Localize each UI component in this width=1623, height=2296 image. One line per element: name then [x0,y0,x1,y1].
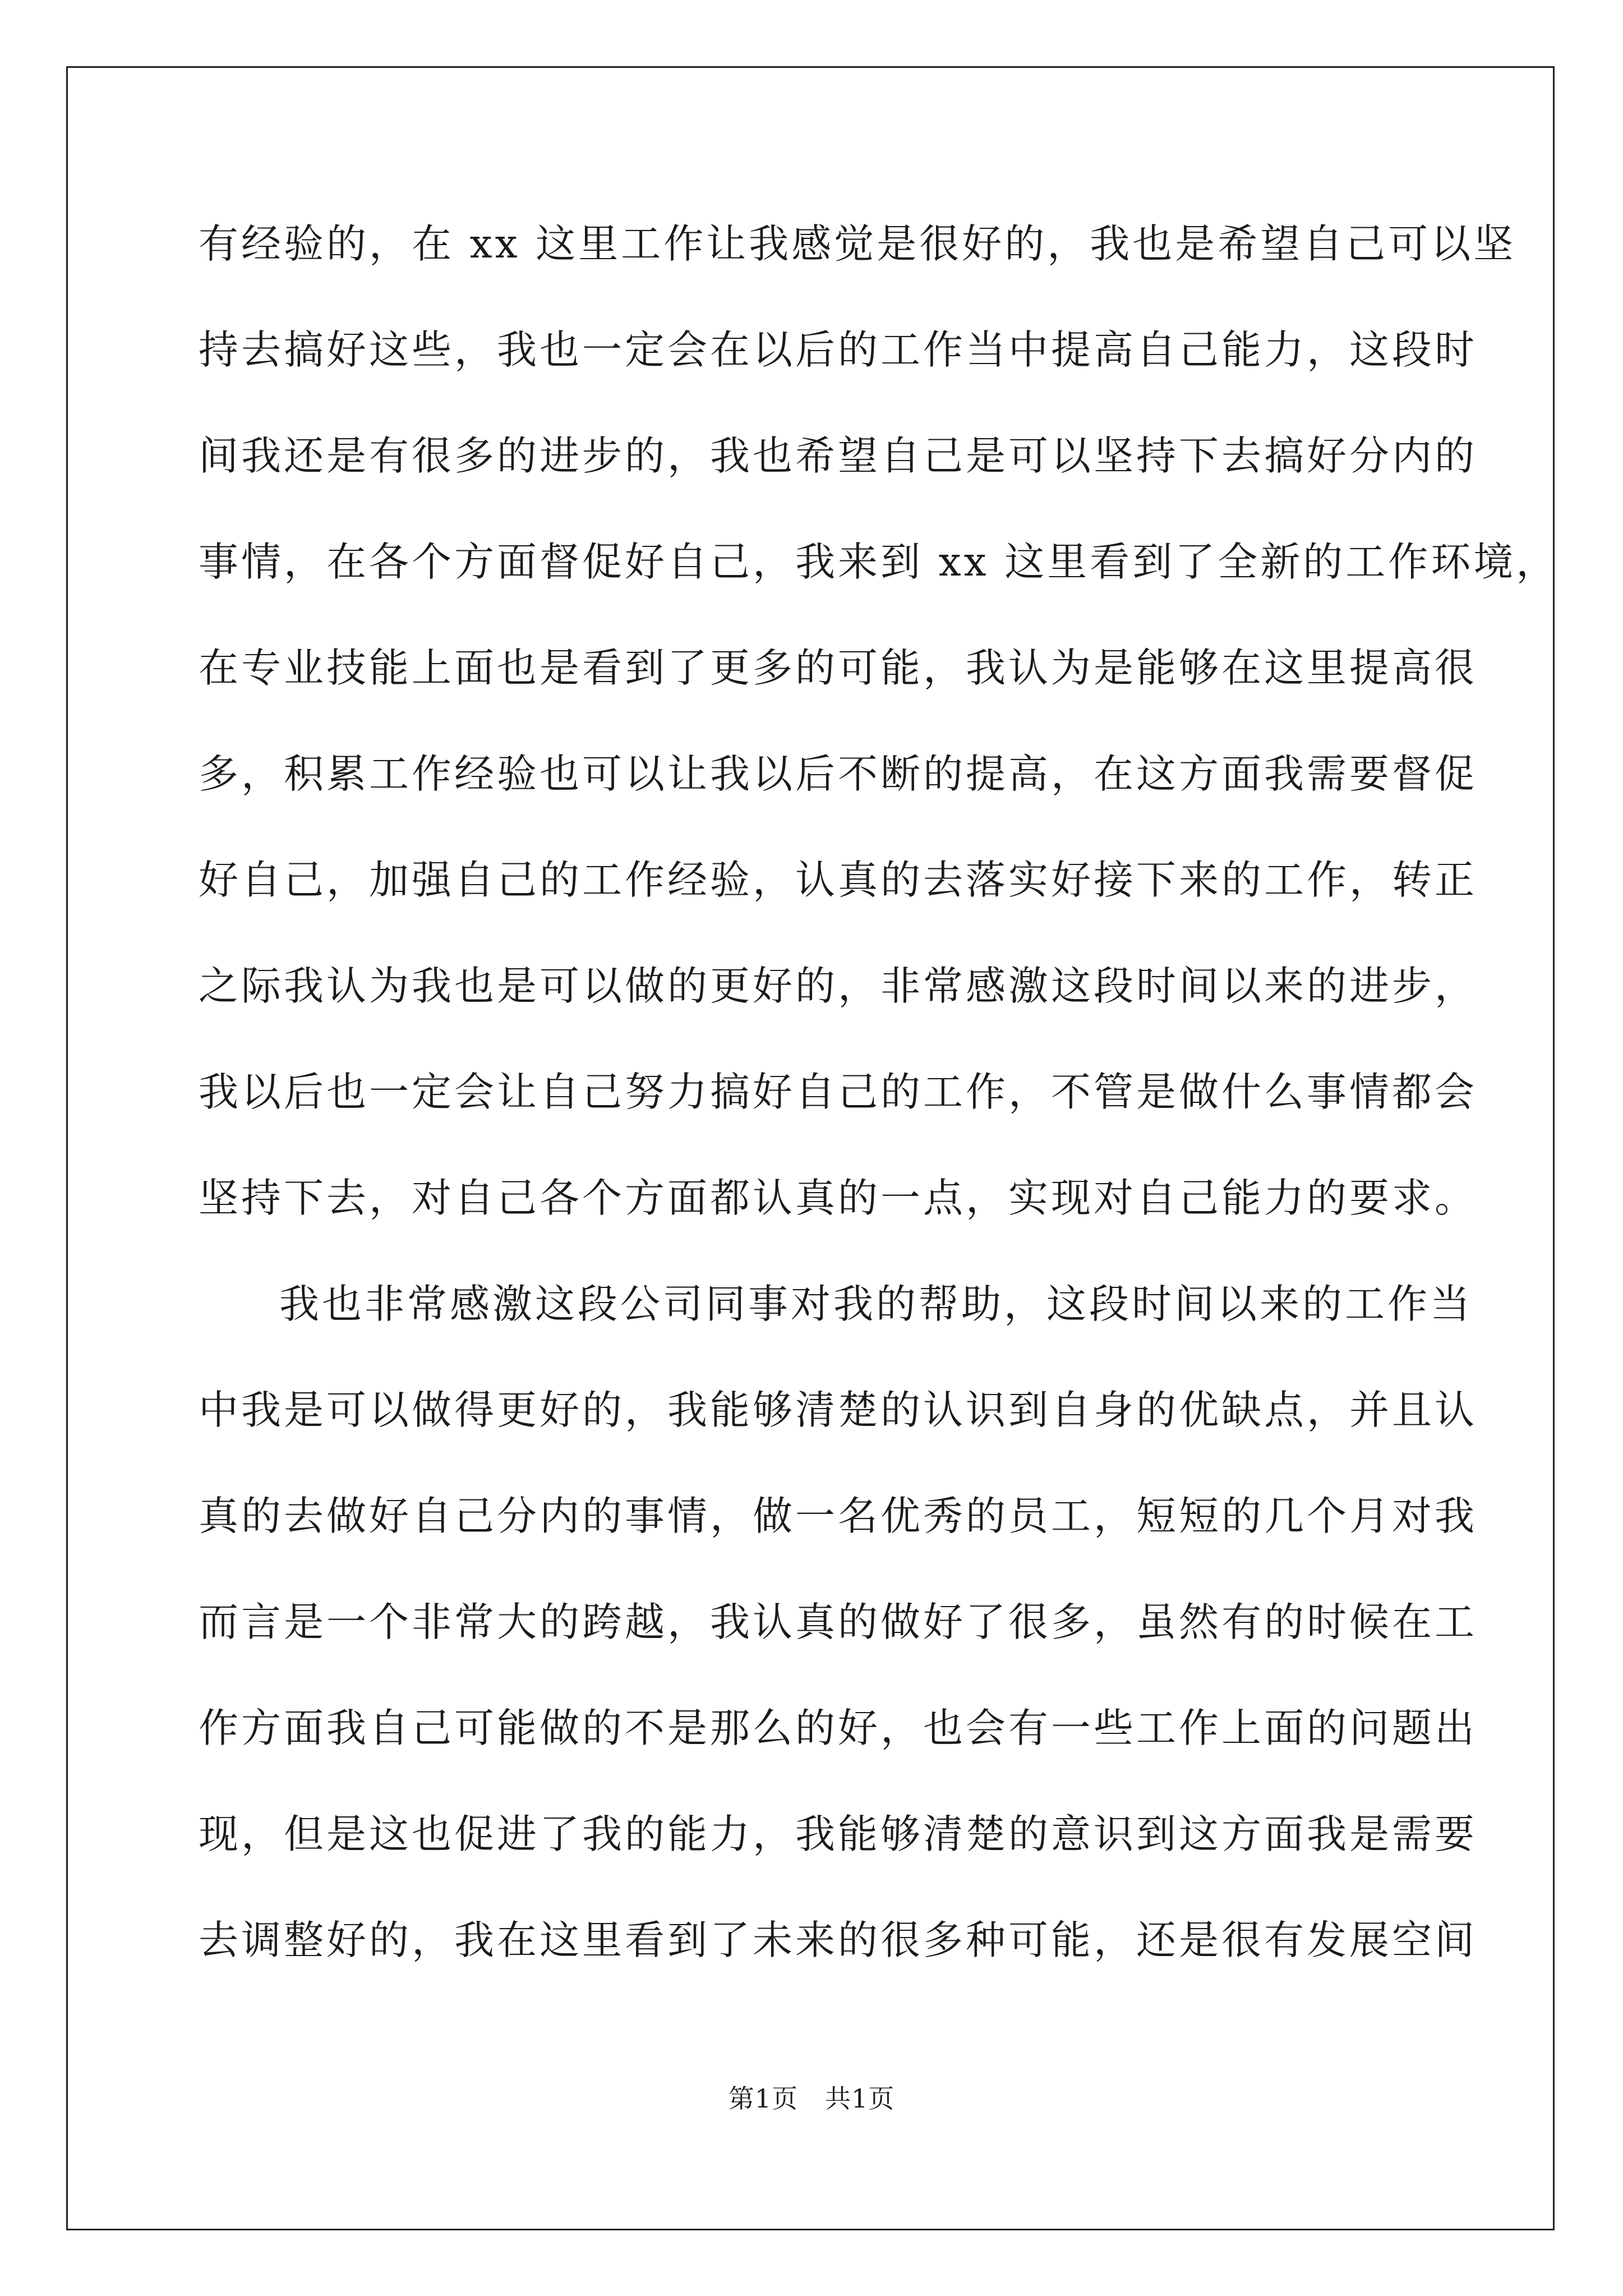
text-line: 好自己，加强自己的工作经验，认真的去落实好接下来的工作，转正 [199,857,1478,903]
text-line: 间我还是有很多的进步的，我也希望自己是可以坚持下去搞好分内的 [199,432,1478,479]
text-line: 在专业技能上面也是看到了更多的可能，我认为是能够在这里提高很 [199,645,1478,691]
text-line: 持去搞好这些，我也一定会在以后的工作当中提高自己能力，这段时 [199,326,1478,373]
text-line: 事情，在各个方面督促好自己，我来到 xx 这里看到了全新的工作环境， [199,539,1559,585]
text-line: 我也非常感激这段公司同事对我的帮助，这段时间以来的工作当 [279,1281,1473,1327]
text-line: 坚持下去，对自己各个方面都认真的一点，实现对自己能力的要求。 [199,1175,1478,1221]
document-body [199,191,1559,1993]
text-line: 而言是一个非常大的跨越，我认真的做好了很多，虽然有的时候在工 [199,1599,1478,1645]
text-line: 作方面我自己可能做的不是那么的好，也会有一些工作上面的问题出 [199,1705,1478,1751]
text-line: 去调整好的，我在这里看到了未来的很多种可能，还是很有发展空间 [199,1917,1478,1963]
text-line: 真的去做好自己分内的事情，做一名优秀的员工，短短的几个月对我 [199,1493,1478,1539]
text-line: 我以后也一定会让自己努力搞好自己的工作，不管是做什么事情都会 [199,1069,1478,1115]
page-number: 第1页 [728,2083,798,2114]
text-line: 多，积累工作经验也可以让我以后不断的提高，在这方面我需要督促 [199,751,1478,797]
text-line: 有经验的，在 xx 这里工作让我感觉是很好的，我也是希望自己可以坚 [199,220,1516,267]
page-total: 共1页 [825,2083,895,2114]
page-footer [0,2078,1623,2115]
text-line: 现，但是这也促进了我的能力，我能够清楚的意识到这方面我是需要 [199,1811,1478,1857]
text-line: 之际我认为我也是可以做的更好的，非常感激这段时间以来的进步， [199,963,1478,1009]
text-line: 中我是可以做得更好的，我能够清楚的认识到自身的优缺点，并且认 [199,1387,1478,1433]
